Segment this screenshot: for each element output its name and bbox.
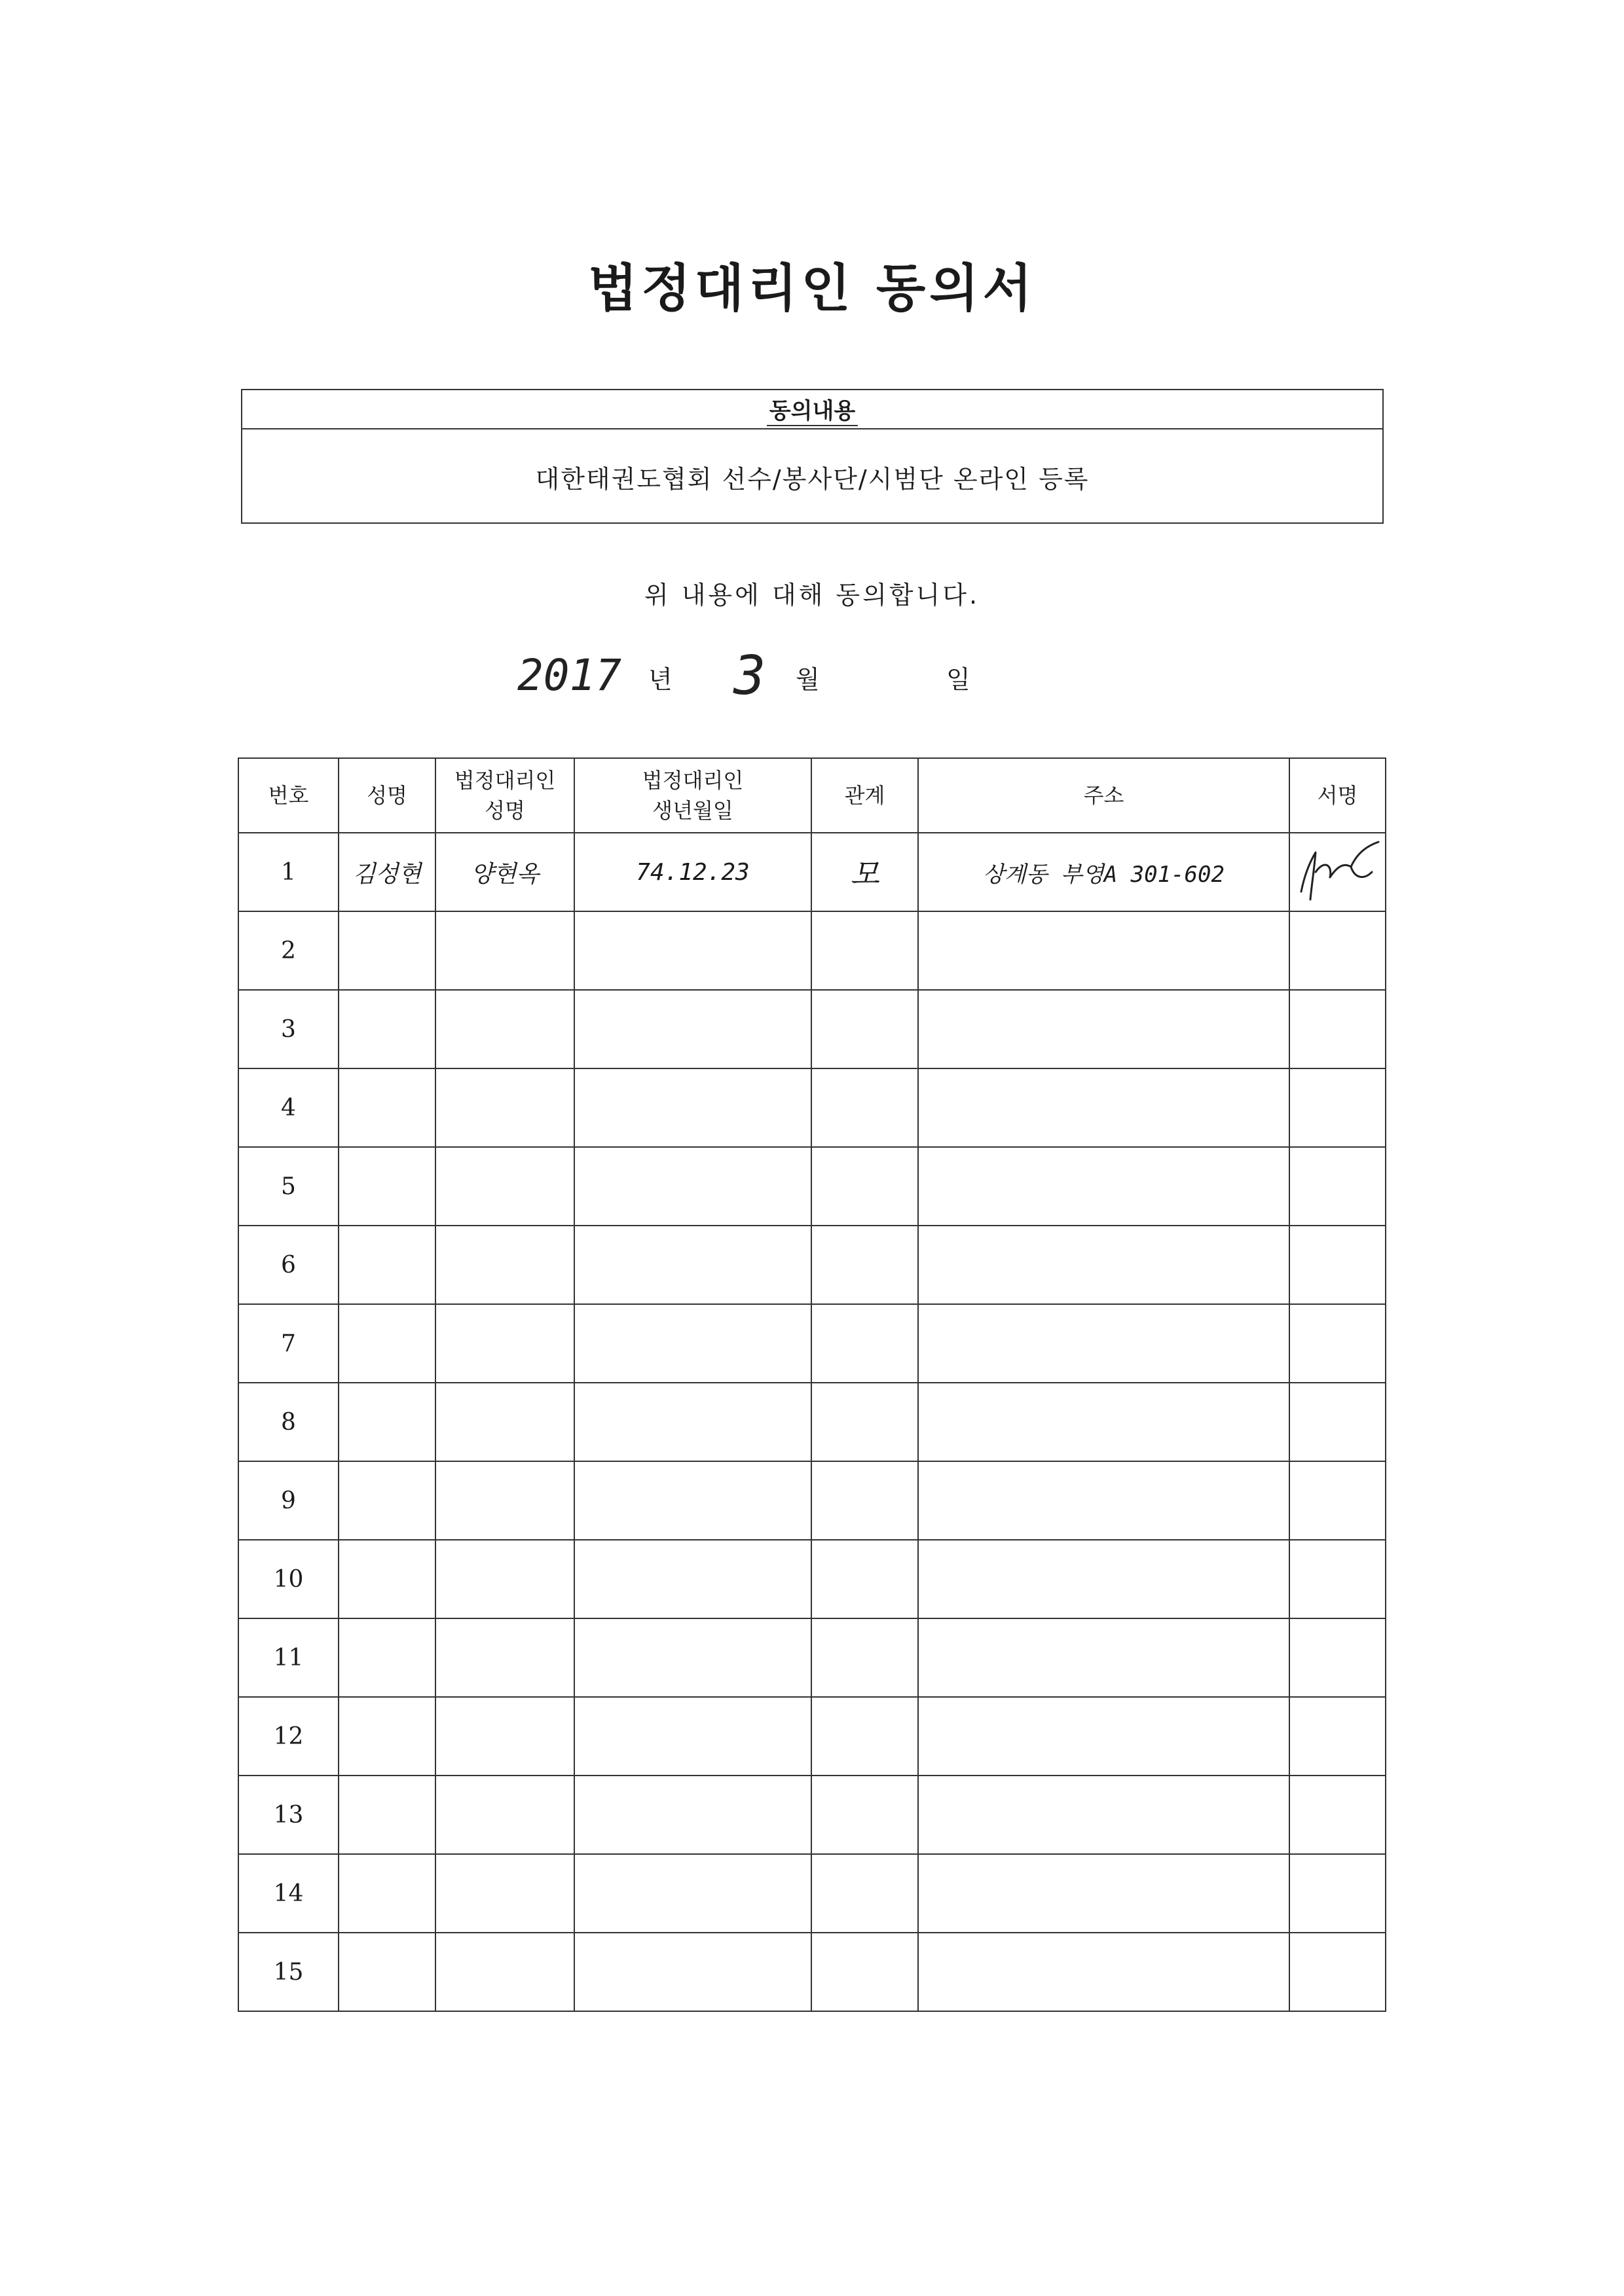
guardian-birthdate-cell[interactable] — [574, 1226, 811, 1304]
table-row — [238, 1933, 1386, 2011]
student-name-cell[interactable] — [339, 1147, 435, 1226]
guardian-name-cell[interactable] — [435, 990, 574, 1068]
signature-cell[interactable] — [1289, 990, 1386, 1068]
guardian-name-cell[interactable] — [435, 1618, 574, 1697]
guardian-name-cell[interactable] — [435, 1383, 574, 1461]
student-name-cell[interactable] — [339, 1697, 435, 1776]
date-year-value[interactable]: 2017 — [517, 650, 621, 701]
date-line — [0, 645, 1624, 707]
signature-cell[interactable] — [1289, 1618, 1386, 1697]
student-name-cell[interactable] — [339, 1854, 435, 1933]
table-row — [238, 1618, 1386, 1697]
table-header-row — [238, 758, 1386, 833]
signature-mark — [1292, 839, 1384, 905]
address-cell[interactable] — [918, 911, 1289, 990]
date-year-label: 년 — [648, 665, 673, 694]
guardian-birthdate-cell[interactable] — [574, 1697, 811, 1776]
row-number-cell: 15 — [238, 1933, 339, 2011]
relation-cell[interactable] — [811, 1618, 918, 1697]
guardian-birthdate-cell[interactable] — [574, 1618, 811, 1697]
address-cell[interactable] — [918, 1697, 1289, 1776]
header-address: 주소 — [918, 758, 1289, 833]
student-name-cell[interactable] — [339, 1933, 435, 2011]
relation-cell[interactable] — [811, 911, 918, 990]
guardian-name-cell[interactable] — [435, 1068, 574, 1147]
signature-cell[interactable] — [1289, 833, 1386, 911]
consent-statement: 위 내용에 대해 동의합니다. — [644, 581, 980, 610]
guardian-name-cell[interactable] — [435, 1933, 574, 2011]
guardian-name-cell[interactable]: 양현옥 — [435, 833, 574, 911]
relation-cell[interactable] — [811, 1304, 918, 1383]
signature-cell[interactable] — [1289, 1540, 1386, 1618]
header-relation: 관계 — [811, 758, 918, 833]
header-guardian-name: 법정대리인 성명 — [435, 758, 574, 833]
guardian-name-cell[interactable] — [435, 1540, 574, 1618]
relation-cell[interactable] — [811, 1147, 918, 1226]
row-number-cell: 6 — [238, 1226, 339, 1304]
row-number-cell: 14 — [238, 1854, 339, 1933]
address-cell[interactable] — [918, 990, 1289, 1068]
address-cell[interactable] — [918, 1776, 1289, 1854]
relation-cell[interactable] — [811, 1068, 918, 1147]
row-number-cell: 10 — [238, 1540, 339, 1618]
table-row — [238, 1461, 1386, 1540]
signature-cell[interactable] — [1289, 1461, 1386, 1540]
guardian-birthdate-cell[interactable] — [574, 1854, 811, 1933]
address-cell[interactable] — [918, 1304, 1289, 1383]
header-name: 성명 — [339, 758, 435, 833]
row-number-cell: 1 — [238, 833, 339, 911]
address-cell[interactable] — [918, 1618, 1289, 1697]
table-row — [238, 1854, 1386, 1933]
guardian-birthdate-cell[interactable] — [574, 911, 811, 990]
relation-cell[interactable]: 모 — [811, 833, 918, 911]
row-number-cell: 9 — [238, 1461, 339, 1540]
document-title: 법정대리인 동의서 — [588, 259, 1036, 318]
guardian-name-cell[interactable] — [435, 1854, 574, 1933]
guardian-table — [238, 757, 1386, 2012]
signature-cell[interactable] — [1289, 1304, 1386, 1383]
guardian-name-cell[interactable] — [435, 1776, 574, 1854]
student-name-cell[interactable] — [339, 1383, 435, 1461]
address-cell[interactable] — [918, 1461, 1289, 1540]
student-name-cell[interactable]: 김성현 — [339, 833, 435, 911]
guardian-name-cell[interactable] — [435, 911, 574, 990]
table-row — [238, 1304, 1386, 1383]
row-number-cell: 12 — [238, 1697, 339, 1776]
agreement-box — [241, 389, 1384, 524]
address-cell[interactable] — [918, 1147, 1289, 1226]
guardian-name-cell[interactable] — [435, 1461, 574, 1540]
signature-cell[interactable] — [1289, 911, 1386, 990]
agreement-header — [242, 390, 1382, 429]
signature-cell[interactable] — [1289, 1383, 1386, 1461]
guardian-birthdate-cell[interactable] — [574, 1068, 811, 1147]
relation-cell[interactable] — [811, 990, 918, 1068]
signature-cell[interactable] — [1289, 1854, 1386, 1933]
table-row — [238, 1226, 1386, 1304]
signature-cell[interactable] — [1289, 1697, 1386, 1776]
guardian-birthdate-cell[interactable] — [574, 1776, 811, 1854]
student-name-cell[interactable] — [339, 1618, 435, 1697]
relation-cell[interactable] — [811, 1854, 918, 1933]
student-name-cell[interactable] — [339, 911, 435, 990]
guardian-birthdate-cell[interactable] — [574, 1461, 811, 1540]
guardian-birthdate-cell[interactable] — [574, 1383, 811, 1461]
address-cell[interactable] — [918, 1540, 1289, 1618]
guardian-birthdate-cell[interactable] — [574, 1304, 811, 1383]
agreement-header-label: 동의내용 — [767, 393, 858, 426]
student-name-cell[interactable] — [339, 1776, 435, 1854]
row-number-cell: 5 — [238, 1147, 339, 1226]
signature-cell[interactable] — [1289, 1147, 1386, 1226]
guardian-birthdate-cell[interactable]: 74.12.23 — [574, 833, 811, 911]
guardian-birthdate-cell[interactable] — [574, 1147, 811, 1226]
relation-cell[interactable] — [811, 1226, 918, 1304]
relation-cell[interactable] — [811, 1540, 918, 1618]
student-name-cell[interactable] — [339, 990, 435, 1068]
guardian-birthdate-cell[interactable] — [574, 1540, 811, 1618]
table-row — [238, 1776, 1386, 1854]
address-cell[interactable] — [918, 1854, 1289, 1933]
guardian-name-cell[interactable] — [435, 1304, 574, 1383]
table-row — [238, 1068, 1386, 1147]
row-number-cell: 4 — [238, 1068, 339, 1147]
row-number-cell: 11 — [238, 1618, 339, 1697]
table-row — [238, 911, 1386, 990]
table-row — [238, 990, 1386, 1068]
address-cell[interactable] — [918, 1068, 1289, 1147]
student-name-cell[interactable] — [339, 1304, 435, 1383]
address-cell[interactable] — [918, 1226, 1289, 1304]
table-row — [238, 833, 1386, 911]
header-signature: 서명 — [1289, 758, 1386, 833]
row-number-cell: 7 — [238, 1304, 339, 1383]
student-name-cell[interactable] — [339, 1540, 435, 1618]
row-number-cell: 2 — [238, 911, 339, 990]
row-number-cell: 3 — [238, 990, 339, 1068]
header-guardian-birthdate: 법정대리인 생년월일 — [574, 758, 811, 833]
guardian-birthdate-cell[interactable] — [574, 990, 811, 1068]
guardian-birthdate-cell[interactable] — [574, 1933, 811, 2011]
address-cell[interactable] — [918, 1383, 1289, 1461]
signature-cell[interactable] — [1289, 1226, 1386, 1304]
row-number-cell: 13 — [238, 1776, 339, 1854]
relation-cell[interactable] — [811, 1697, 918, 1776]
relation-cell[interactable] — [811, 1933, 918, 2011]
student-name-cell[interactable] — [339, 1461, 435, 1540]
relation-cell[interactable] — [811, 1776, 918, 1854]
date-day-label: 일 — [946, 665, 970, 694]
date-month-value[interactable]: 3 — [733, 645, 766, 707]
table-row — [238, 1147, 1386, 1226]
table-row — [238, 1697, 1386, 1776]
date-month-label: 월 — [796, 665, 820, 694]
address-cell[interactable] — [918, 1933, 1289, 2011]
table-row — [238, 1383, 1386, 1461]
student-name-cell[interactable] — [339, 1068, 435, 1147]
signature-cell[interactable] — [1289, 1933, 1386, 2011]
signature-cell[interactable] — [1289, 1068, 1386, 1147]
student-name-cell[interactable] — [339, 1226, 435, 1304]
header-number: 번호 — [238, 758, 339, 833]
guardian-name-cell[interactable] — [435, 1697, 574, 1776]
relation-cell[interactable] — [811, 1461, 918, 1540]
row-number-cell: 8 — [238, 1383, 339, 1461]
address-cell[interactable]: 상계동 부영A 301-602 — [918, 833, 1289, 911]
signature-cell[interactable] — [1289, 1776, 1386, 1854]
table-row — [238, 1540, 1386, 1618]
agreement-content: 대한태권도협회 선수/봉사단/시범단 온라인 등록 — [535, 464, 1090, 494]
guardian-name-cell[interactable] — [435, 1147, 574, 1226]
relation-cell[interactable] — [811, 1383, 918, 1461]
guardian-name-cell[interactable] — [435, 1226, 574, 1304]
